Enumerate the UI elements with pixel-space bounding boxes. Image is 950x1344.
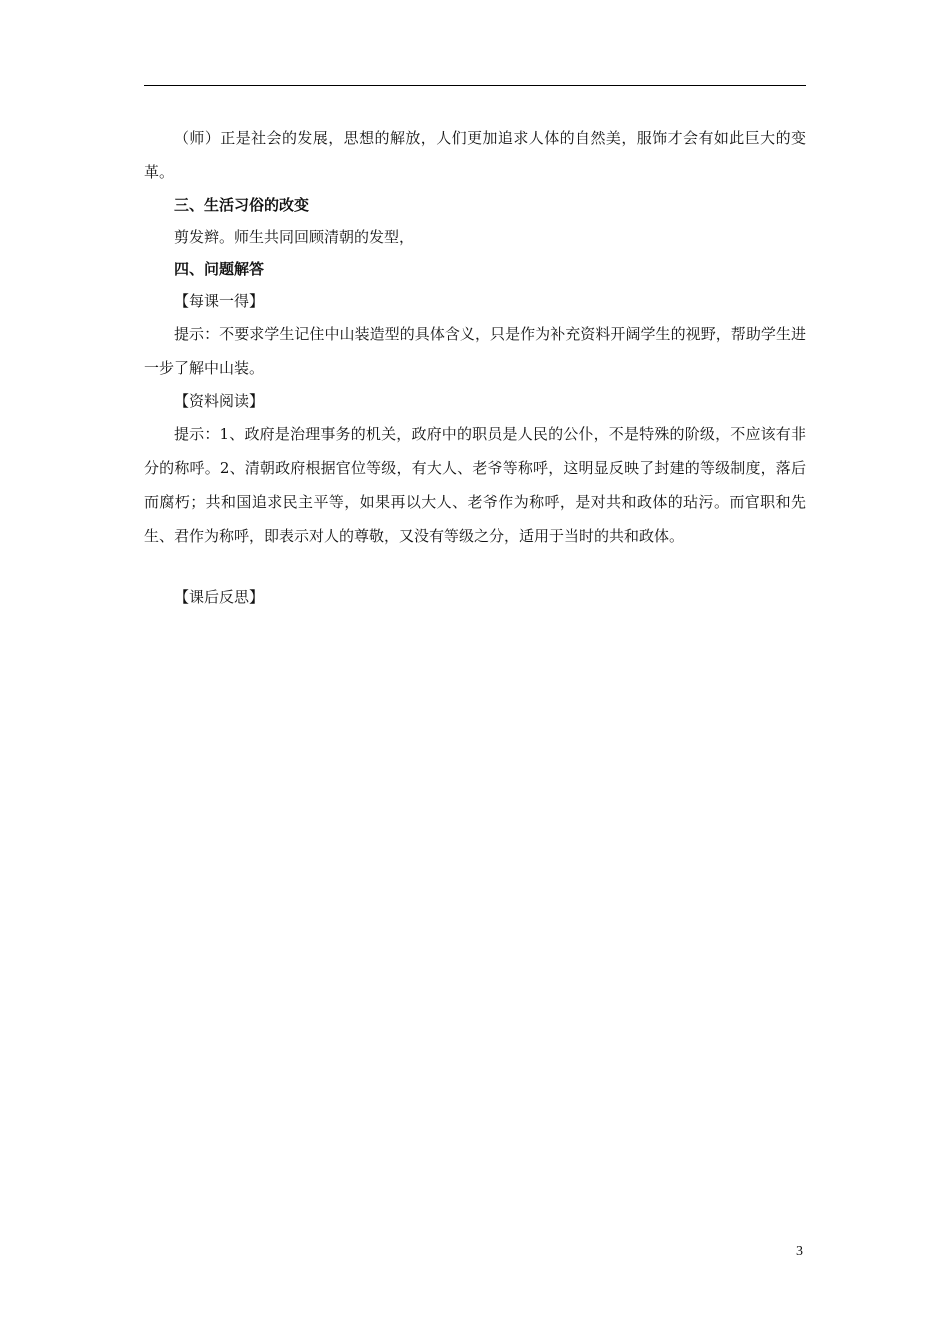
paragraph-hint-titles: 提示：1、政府是治理事务的机关，政府中的职员是人民的公仆，不是特殊的阶级，不应该有非分的称呼。2、清朝政府根据官位等级，有大人、老爷等称呼，这明显反映了封建的等级制度，落后而腐朽；共和国追求民主平等，如果再以大人、老爷作为称呼，是对共和政体的玷污。而官职和先生、君作为称呼，即表示对人的尊敬，又没有等级之分，适用于当时的共和政体。	[144, 425, 806, 545]
paragraph-queue: 剪发辫。师生共同回顾清朝的发型，	[174, 228, 415, 246]
paragraph-conclusion: （师）正是社会的发展，思想的解放，人们更加追求人体的自然美，服饰才会有如此巨大的变革。	[144, 129, 806, 181]
section-heading-customs: 三、生活习俗的改变	[174, 196, 310, 214]
paragraph-hint-zhongshan: 提示：不要求学生记住中山装造型的具体含义，只是作为补充资料开阔学生的视野，帮助学生进一步了解中山装。	[144, 325, 806, 377]
section-heading-questions: 四、问题解答	[174, 260, 265, 278]
bracket-label-lesson-gain: 【每课一得】	[174, 292, 265, 310]
spacer	[144, 553, 806, 581]
bracket-label-reading: 【资料阅读】	[174, 392, 265, 410]
page-number: 3	[796, 1244, 803, 1259]
bracket-label-reflection: 【课后反思】	[174, 588, 265, 606]
header-rule	[144, 85, 806, 86]
document-body	[144, 121, 806, 613]
